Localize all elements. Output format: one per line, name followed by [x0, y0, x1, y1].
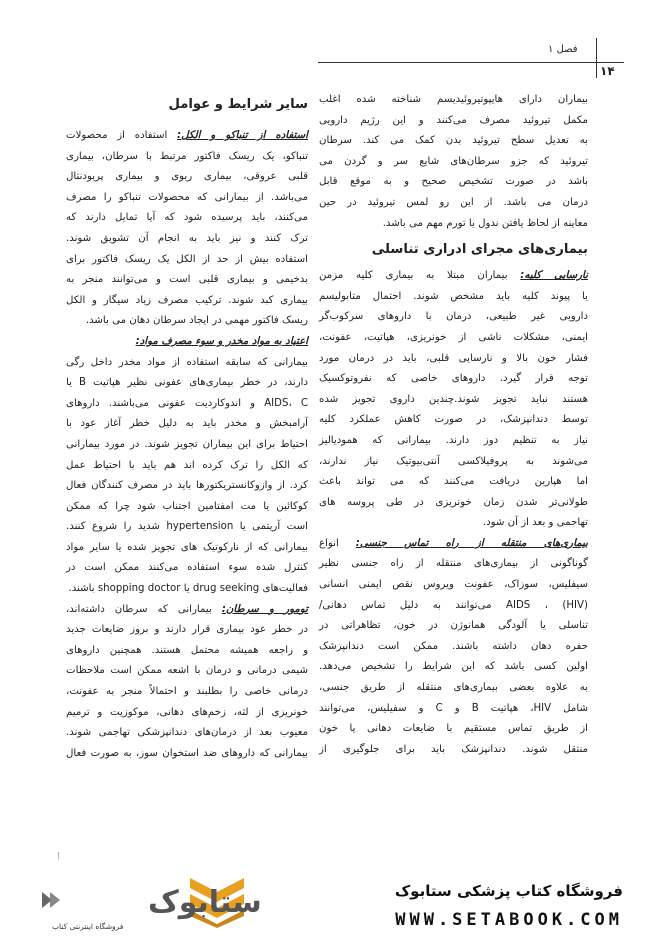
- text-run: انواع: [319, 537, 356, 549]
- text-line: درمانی خاصی را بطلبند و احتمالاً منجر به عفونت،: [66, 686, 308, 698]
- text-line: که الکل را ترک کرده اند هم باید با احتیاط عمل: [66, 459, 308, 471]
- text-line: شیمی درمانی و درمان با اشعه ممکن است ملاحظات: [66, 665, 308, 677]
- text-line: (HIV) ، AIDS می‌توانند به دلیل تماس دهانی/: [319, 599, 588, 611]
- text-line: خونریزی از لثه، زخم‌های دهانی، موکوزیت و ترمیم: [66, 706, 308, 718]
- text-line: تهاجمی و بعد از آن شود.: [482, 517, 588, 529]
- text-line: اما هپارین دریافت می‌کنند که می تواند باعث: [319, 476, 588, 488]
- subheading-drug-abuse: اعتیاد به مواد مخدر و سوء مصرف مواد:: [135, 335, 308, 347]
- text-run: بیماران مبتلا به بیماری کلیه مزمن: [319, 270, 521, 282]
- text-line: استفاده بیش از حد از الکل یک ریسک فاکتور برای: [66, 253, 308, 265]
- text-run: بیمارانی که سرطان داشته‌اند،: [66, 603, 222, 615]
- chapter-label: فصل ۱: [548, 44, 578, 55]
- text-line: به تعدیل سطح تیروئید بدن کمک می کند. سرطان: [319, 135, 588, 147]
- text-line: توسط دندانپزشک، در صورت کاهش عملکرد کلیه: [319, 414, 588, 426]
- text-line: کنترل شده سوء استفاده می‌کنند ممکن است در: [66, 562, 308, 574]
- text-line: فعالیت‌های drug seeking یا shopping doctor باشند.: [68, 583, 308, 595]
- text-line: و راجعه همیشه محتمل هستند. همچنین داروهای: [66, 644, 308, 656]
- left-column: [66, 92, 308, 870]
- thyroid-paragraph: [319, 90, 588, 234]
- tobacco-paragraph: [66, 126, 308, 332]
- text-line: می‌شوند به پروفیلاکسی آنتی‌بیوتیک نیاز ندارند،: [319, 455, 588, 467]
- text-line: دارویی غیر طبیعی، درمان با داروهای سرکوب‌گر: [319, 311, 588, 323]
- text-line: می‌کنند، باید پرسیده شود که آیا تمایل دارند که: [66, 212, 308, 224]
- text-line: [319, 266, 588, 287]
- section-heading-urogenital: بیماری‌های مجرای ادراری تناسلی: [371, 242, 588, 258]
- kidney-paragraph: [319, 266, 588, 534]
- header-rule: [318, 62, 624, 63]
- text-line: بیمارانی که داروهای ضد استخوان سوز، به صورت فعال: [66, 747, 308, 759]
- text-line: درمان می باشد. از این رو لمس تیروئید در حین: [319, 196, 588, 208]
- text-line: بدخیمی و بیماری قلبی است و می‌توانند منجر به: [66, 274, 308, 286]
- text-line: سیفلیس، سوزاک، عفونت ویروس نقص ایمنی انسانی: [319, 579, 588, 591]
- text-line: اولین کسی باشد که این شرایط را تشخیص می‌دهد.: [319, 661, 588, 673]
- store-name: فروشگاه کتاب پزشکی ستابوک: [394, 882, 623, 900]
- text-line: است آریتمی یا hypertension شدید را شروع کنند.: [66, 521, 308, 533]
- section-heading-other: سایر شرایط و عوامل: [168, 97, 308, 112]
- text-line: دارند، در خطر بیماری‌های عفونی نظیر هپاتیت B یا: [66, 377, 309, 389]
- text-run: استفاده از محصولات: [66, 130, 178, 141]
- text-line: تنباکو، یک ریسک فاکتور مرتبط با سرطان، بیماری: [66, 150, 308, 162]
- text-line: معیوب بعد از درمان‌های دندانپزشکی تهاجمی شوند.: [66, 727, 308, 739]
- tumor-paragraph: [66, 600, 308, 765]
- text-line: به علاوه بعضی بیماری‌های منتقله از طریق جنسی،: [319, 682, 588, 694]
- text-line: آرامبخش و مخدر باید به دلیل خطر آغاز عود با: [66, 418, 308, 430]
- text-line: می‌باشد. از بیمارانی که محصولات تنباکو را مصرف: [66, 191, 308, 203]
- text-line: ترک کنند و نیز باید به انجام آن تشویق شوند.: [66, 232, 308, 244]
- text-line: [319, 534, 588, 555]
- text-line: بیماری کبد شوند. ترکیب مصرف زیاد سیگار و الکل: [66, 294, 308, 306]
- text-line: حفره دهان داشته باشند. ممکن است دندانپزشک: [319, 640, 588, 652]
- subheading-std: بیماری‌های منتقله از راه تماس جنسی:: [355, 537, 588, 549]
- text-line: نیاز به تنظیم دوز دارند. بیمارانی که همودیالیز: [319, 434, 588, 446]
- text-line: تناسلی یا آلودگی همانوژن در خون، تظاهراتی در: [319, 620, 588, 632]
- text-line: بیمارانی که از نارکوتیک های تجویز شده یا سایر مواد: [66, 541, 308, 553]
- text-line: احتیاط برای این بیماران تجویز شوند. در مورد بیمارانی: [66, 438, 308, 450]
- text-line: باشد در صورت تشخیص صحیح و به موقع قابل: [319, 176, 588, 188]
- text-line: [66, 332, 308, 353]
- text-line: گوناگونی از بیماری‌های منتقله از راه جنسی نظیر: [319, 558, 588, 570]
- text-line: هستند نباید تجویز شوند.چندین داروی تجویز شده: [319, 393, 588, 405]
- text-line: AIDS، C و اندوکاردیت عفونی می‌باشند. داروهای: [66, 397, 308, 409]
- drug-paragraph: [66, 332, 308, 600]
- right-column: [319, 90, 588, 870]
- text-line: منتقل شوند. دندانپزشک باید برای جلوگیری از: [319, 743, 588, 755]
- text-line: در خطر عود بیماری قرار دارند و بروز ضایعات جدید: [66, 624, 308, 636]
- store-url[interactable]: WWW.SETABOOK.COM: [395, 910, 623, 930]
- text-line: ریسک فاکتور مهمی در ایجاد سرطان دهان می باشد.: [85, 315, 308, 327]
- text-line: فشار خون بالا و نارسایی قلبی، باید در درمان مورد: [319, 352, 588, 364]
- text-line: تیروئید که جزو سرطان‌های شایع سر و گردن می: [319, 155, 588, 167]
- text-line: کوکائین یا مت امفتامین اجتناب شود چرا که ممکن: [66, 500, 308, 512]
- text-line: بیمارانی که سابقه استفاده از مواد مخدر داخل رگی: [66, 356, 308, 368]
- text-line: توجه قرار گیرد. داروهای خاصی که نفروتوکسیک: [319, 373, 588, 385]
- text-line: شامل HIV، هپاتیت B و C و سفیلیس، می‌توانند: [319, 702, 588, 714]
- header-divider: [596, 38, 597, 78]
- text-line: معاینه از لحاظ یافتن ندول یا تورم مهم می باشد.: [382, 217, 588, 229]
- text-line: قلبی عروقی، بیماری ریوی و بیماری پریودنتال: [66, 171, 308, 183]
- text-line: از طریق تماس مستقیم با ضایعات دهانی یا خون: [319, 723, 588, 735]
- text-line: طولانی‌تر شدن زمان خونریزی در طی پروسه های: [319, 496, 588, 508]
- subheading-kidney: نارسایی کلیه:: [520, 270, 588, 282]
- text-line: یا پیوند کلیه باید مشخص شوند. احتمال متابولیسم: [319, 290, 588, 302]
- text-line: بیماران دارای هایپوتیروئیدیسم شناخته شده اغلب: [319, 94, 588, 105]
- text-line: ایمنی، مشکلات ناشی از خونریزی، هپاتیت، عفونت،: [319, 331, 588, 343]
- text-line: مکمل تیروئید مصرف می‌کنند و این رژیم دارویی: [319, 114, 588, 126]
- page-number: ۱۴: [600, 64, 615, 78]
- std-paragraph: [319, 534, 588, 761]
- logo-wordmark: ستابوک: [148, 885, 262, 920]
- text-line: [66, 126, 308, 147]
- text-line: کرد. از وازوکانستریکتورها باید در مصرف کنندگان فعال: [66, 480, 308, 492]
- subheading-tumor: تومور و سرطان:: [221, 603, 308, 615]
- subheading-tobacco: استفاده از تنباکو و الکل:: [177, 130, 308, 141]
- text-line: [66, 600, 308, 621]
- logo-tagline: فروشگاه اینترنتی کتاب: [52, 922, 124, 931]
